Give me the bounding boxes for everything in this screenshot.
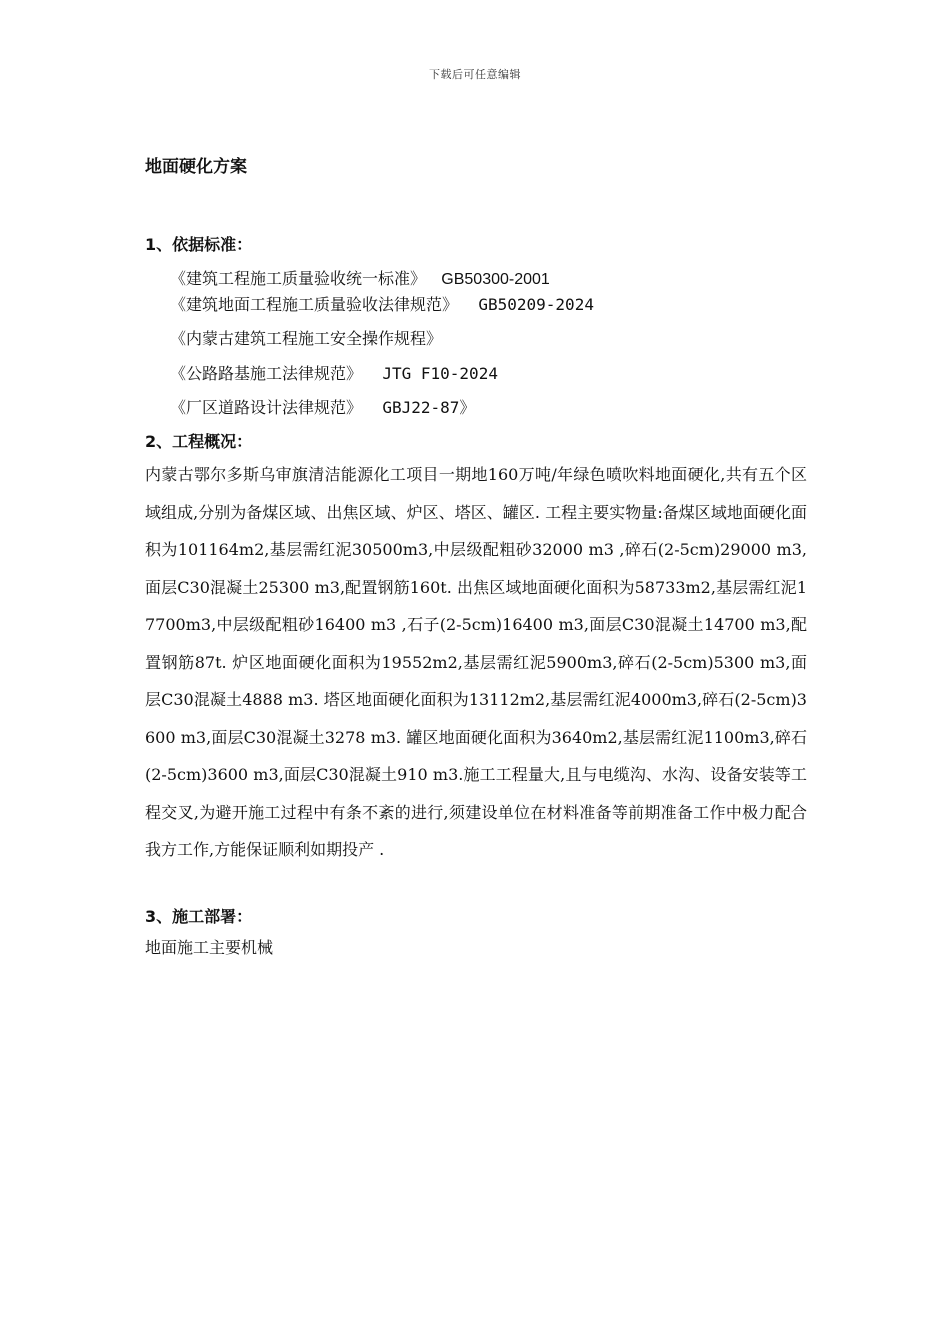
standard-code: GBJ22-87》 (382, 398, 476, 417)
standard-separator (426, 269, 441, 288)
standard-item (170, 292, 594, 315)
standard-code: JTG F10-2024 (382, 364, 498, 383)
standard-name: 《内蒙古建筑工程施工安全操作规程》 (170, 329, 443, 348)
standard-separator (458, 295, 478, 314)
deployment-paragraph: 地面施工主要机械 (145, 938, 274, 957)
standard-item (170, 361, 498, 384)
standard-item (170, 326, 442, 349)
overview-paragraph: 内蒙古鄂尔多斯乌审旗清洁能源化工项目一期地160万吨/年绿色喷吹料地面硬化,共有五个区域组成,分别为备煤区域、出焦区域、炉区、塔区、罐区. 工程主要实物量:备煤区域地面硬化面积为101164m2,基层需红泥30500m3,中层级配粗砂32000 m3 ,碎石(2-5cm)29000 m3,面层C30混凝土25300 m3,配置钢筋160t. 出焦区域地面硬化面积为58733m2,基层需红泥17700m3,中层级配粗砂16400 m3 ,石子(2-5cm)16400 m3,面层C30混凝土14700 m3,配置钢筋87t. 炉区地面硬化面积为19552m2,基层需红泥5900m3,碎石(2-5cm)5300 m3,面层C30混凝土4888 m3. 塔区地面硬化面积为13112m2,基层需红泥4000m3,碎石(2-5cm)3600 m3,面层C30混凝土3278 m3. 罐区地面硬化面积为3640m2,基层需红泥1100m3,碎石(2-5cm)3600 m3,面层C30混凝土910 m3.施工工程量大,且与电缆沟、水沟、设备安装等工程交叉,为避开施工过程中有条不紊的进行,须建设单位在材料准备等前期准备工作中极力配合我方工作,方能保证顺利如期投产 . (145, 465, 807, 859)
standard-name: 《建筑地面工程施工质量验收法律规范》 (170, 295, 459, 314)
document-title: 地面硬化方案 (145, 157, 247, 177)
standard-name: 《建筑工程施工质量验收统一标准》 (170, 269, 427, 288)
section-heading-deployment: 3、施工部署： (145, 907, 253, 926)
standard-separator (362, 398, 382, 417)
standard-name: 《公路路基施工法律规范》 (170, 364, 363, 383)
standard-separator (362, 364, 382, 383)
header-note: 下载后可任意编辑 (429, 68, 521, 81)
standard-item (170, 266, 550, 289)
standard-code: GB50300-2001 (441, 271, 550, 288)
standard-code: GB50209-2024 (478, 295, 594, 314)
standard-item (170, 395, 475, 418)
section-heading-overview: 2、工程概况： (145, 432, 253, 451)
section-heading-basis: 1、依据标准： (145, 235, 253, 254)
standard-name: 《厂区道路设计法律规范》 (170, 398, 363, 417)
